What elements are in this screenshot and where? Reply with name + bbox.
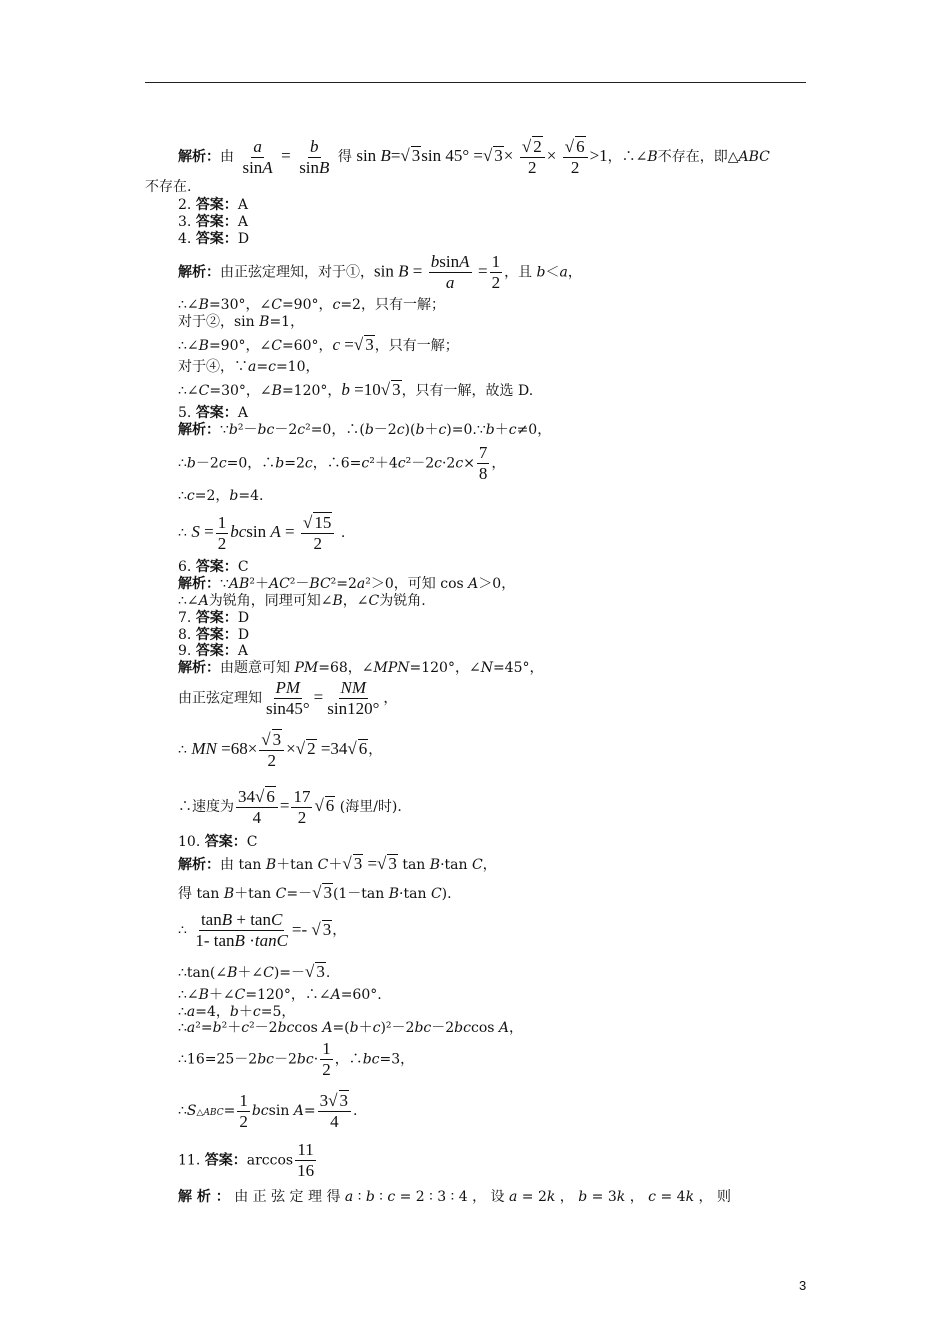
analysis-9-b: 由正弦定理知 $\frac{PM}{\sin 45^\circ}$ = $\frac{NM}{\sin 120^\circ}$ ， xyxy=(178,678,398,718)
analysis-10-i: ∴S△ABC= $\frac{1}{2}$ bcsin A= $\frac{3√ 3}{4}$ . xyxy=(178,1090,358,1131)
answer-2: 2. 答案：A xyxy=(178,197,248,213)
answer-7: 7. 答案：D xyxy=(178,610,250,626)
analysis-10-d: ∴tan(∠B＋∠C)=－√ 3. xyxy=(178,962,331,981)
analysis-6-b: ∴∠A为锐角，同理可知∠B，∠C为锐角. xyxy=(178,593,426,609)
page-number: 3 xyxy=(799,1278,807,1293)
analysis-10-e: ∴∠B＋∠C=120°，∴∠A=60°. xyxy=(178,987,382,1003)
line-1-analysis: 解析：由 $\frac{a}{\sin A}$ = $\frac{b}{\sin B}$ 得 sin B=√ 3sin 45° =√ 3× $\frac{√ 2}{2}$ × $\frac{√ 6}{2}$ >1，∴∠B不存在，即△ABC xyxy=(178,136,770,177)
header-rule xyxy=(145,82,806,83)
analysis-4-f: ∴∠C=30°，∠B=120°，b =10√ 3，只有一解，故选 D. xyxy=(178,380,534,399)
analysis-5-a: 解析：∵b²－bc－2c²=0，∴(b－2c)(b＋c)=0.∵b＋c≠0， xyxy=(178,422,552,438)
analysis-4-e: 对于④，∵a=c=10， xyxy=(178,359,320,375)
analysis-11-a: 解 析 ： 由 正 弦 定 理 得 a ∶ b ∶ c = 2 ∶ 3 ∶ 4 ， 设 a = 2k ， b = 3k ， c = 4k ， 则 xyxy=(178,1189,731,1205)
analysis-10-b: 得 tan B＋tan C=－√ 3(1－tan B·tan C). xyxy=(178,883,452,902)
answer-10: 10. 答案：C xyxy=(178,834,258,850)
analysis-4-a: 解析：由正弦定理知，对于①，sin B = $\frac{bsinA}{a}$ = $\frac{1}{2}$ ，且 b＜a， xyxy=(178,252,582,292)
analysis-10-f: ∴a=4，b＋c=5， xyxy=(178,1004,296,1020)
answer-9: 9. 答案：A xyxy=(178,643,248,659)
analysis-10-c: ∴ $\frac{\tan B + \tan C}{1- \tan B \cdot\tan C}$ =- √ 3， xyxy=(178,910,347,950)
analysis-6-a: 解析：∵AB²＋AC²－BC²=2a²＞0，可知 cos A＞0， xyxy=(178,576,516,592)
line-1-cont: 不存在. xyxy=(145,179,192,195)
answer-6: 6. 答案：C xyxy=(178,559,249,575)
analysis-4-b: ∴∠B=30°，∠C=90°，c=2，只有一解； xyxy=(178,297,445,313)
analysis-4-d: ∴∠B=90°，∠C=60°，c =√ 3，只有一解； xyxy=(178,335,459,354)
analysis-9-c: ∴ MN =68× $\frac{√ 3}{2}$ ×√ 2 =34√ 6， xyxy=(178,730,383,770)
analysis-5-b: ∴b－2c=0，∴b=2c，∴6=c²＋4c²－2c·2c× $\frac{7}{8}$ ， xyxy=(178,443,506,483)
analysis-10-g: ∴a²=b²＋c²－2bccos A=(b＋c)²－2bc－2bccos A， xyxy=(178,1020,524,1036)
answer-5: 5. 答案：A xyxy=(178,405,248,421)
analysis-5-c: ∴c=2，b=4. xyxy=(178,488,264,504)
analysis-4-c: 对于②，sin B=1， xyxy=(178,314,305,330)
analysis-10-h: ∴16=25－2bc－2bc· $\frac{1}{2}$ ，∴bc=3， xyxy=(178,1039,415,1079)
answer-4: 4. 答案：D xyxy=(178,231,250,247)
analysis-9-a: 解析：由题意可知 PM=68，∠MPN=120°，∠N=45°， xyxy=(178,660,544,676)
answer-8: 8. 答案：D xyxy=(178,627,250,643)
analysis-10-a: 解析：由 tan B＋tan C＋√ 3 =√ 3 tan B·tan C， xyxy=(178,854,497,873)
answer-11: 11. 答案：arccos $\frac{11}{16}$ xyxy=(178,1140,315,1180)
analysis-5-d: ∴ S = $\frac{1}{2}$ bcsin A = $\frac{√ 15}{2}$ . xyxy=(178,512,346,553)
analysis-9-d: ∴速度为 $\frac{34√ 6}{4}$ = $\frac{17}{2}$ √ 6 (海里/时). xyxy=(178,786,402,827)
answer-3: 3. 答案：A xyxy=(178,214,248,230)
